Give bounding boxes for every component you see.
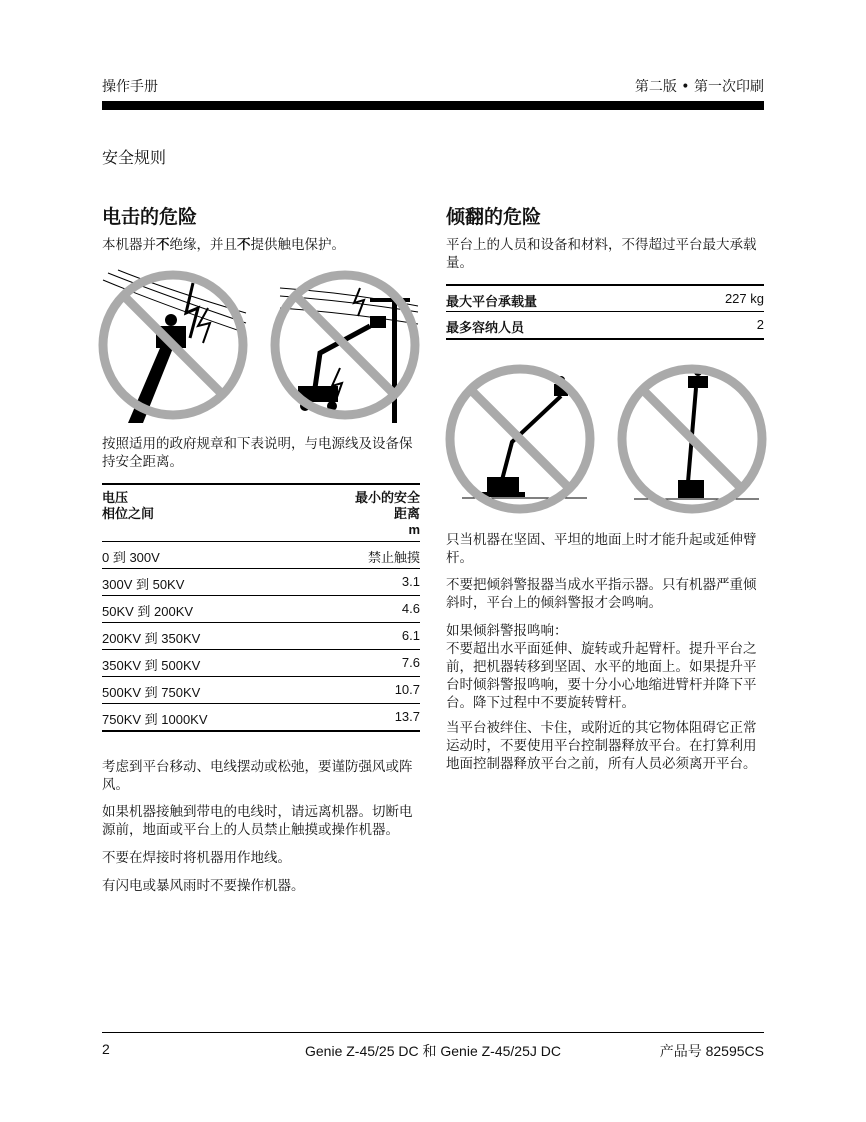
- table-row: 最多容纳人员 2: [446, 311, 764, 339]
- distance-header: 最小的安全 距离 m: [354, 490, 420, 537]
- clearance-table: [102, 483, 420, 735]
- table-row: 50KV 到 200KV 4.6: [102, 595, 420, 623]
- contact-paragraph: 如果机器接触到带电的电线时，请远离机器。切断电源前，地面或平台上的人员禁止触摸或操作机器。: [102, 804, 413, 838]
- electrocution-intro: 本机器并不绝缘，并且不提供触电保护。: [102, 237, 345, 253]
- header-edition: 第二版 • 第一次印刷: [634, 79, 764, 95]
- lightning-paragraph: 有闪电或暴风雨时不要操作机器。: [102, 878, 305, 894]
- table-row: 200KV 到 350KV 6.1: [102, 622, 420, 650]
- footer-part-number: 产品号 82595CS: [659, 1043, 764, 1059]
- header-rule: [102, 101, 764, 110]
- platform-release-paragraph: 当平台被绊住、卡住，或附近的其它物体阻碍它正常运动时，不要使用平台控制器释放平台。在打算利用地面控制器释放平台之前，所有人员必须离开平台。: [446, 720, 757, 772]
- table-row: 0 到 300V 禁止触摸: [102, 541, 420, 569]
- firm-ground-paragraph: 只当机器在坚固、平坦的地面上时才能升起或延伸臂杆。: [446, 532, 757, 566]
- tilt-alarm-paragraph: 不要把倾斜警报器当成水平指示器。只有机器严重倾斜时，平台上的倾斜警报才会鸣响。: [446, 577, 757, 611]
- table-row: 750KV 到 1000KV 13.7: [102, 703, 420, 731]
- table-row: 最大平台承载量 227 kg: [446, 284, 764, 313]
- tilt-alarm-sounds-paragraph: 如果倾斜警报鸣响： 不要超出水平面延伸、旋转或升起臂杆。提升平台之前，把机器转移到坚固、水平的地面上。如果提升平台时倾斜警报鸣响，要十分小心地缩进臂杆并降下平台。降下过程中不要旋转臂杆。: [446, 623, 757, 711]
- electrocution-illustration-1: [98, 268, 248, 423]
- table-row: 300V 到 50KV 3.1: [102, 568, 420, 596]
- voltage-header: 电压 相位之间: [102, 490, 155, 521]
- clearance-paragraph: 按照适用的政府规章和下表说明，与电源线及设备保持安全距离。: [102, 436, 413, 470]
- tip-over-illustration-1: [442, 362, 597, 517]
- table-row: 350KV 到 500KV 7.6: [102, 649, 420, 677]
- footer-rule: [102, 1032, 764, 1033]
- tip-over-heading: 倾翻的危险: [446, 206, 542, 228]
- table-header: [102, 483, 420, 543]
- electrocution-illustration-2: [270, 268, 420, 423]
- welding-paragraph: 不要在焊接时将机器用作地线。: [102, 850, 291, 866]
- section-title: 安全规则: [102, 148, 167, 167]
- footer-model: Genie Z-45/25 DC 和 Genie Z-45/25J DC: [305, 1043, 561, 1059]
- table-row: 500KV 到 750KV 10.7: [102, 676, 420, 704]
- tip-over-illustration-2: [614, 362, 769, 517]
- wind-paragraph: 考虑到平台移动、电线摆动或松弛，要谨防强风或阵风。: [102, 759, 413, 793]
- table-bottom-rule: [446, 338, 764, 341]
- page-number: 2: [102, 1041, 110, 1057]
- tip-over-intro: 平台上的人员和设备和材料，不得超过平台最大承载量。: [446, 237, 757, 271]
- header-manual-title: 操作手册: [102, 79, 158, 95]
- table-bottom-rule: [102, 730, 420, 733]
- electrocution-heading: 电击的危险: [102, 206, 198, 228]
- capacity-table: [446, 284, 764, 340]
